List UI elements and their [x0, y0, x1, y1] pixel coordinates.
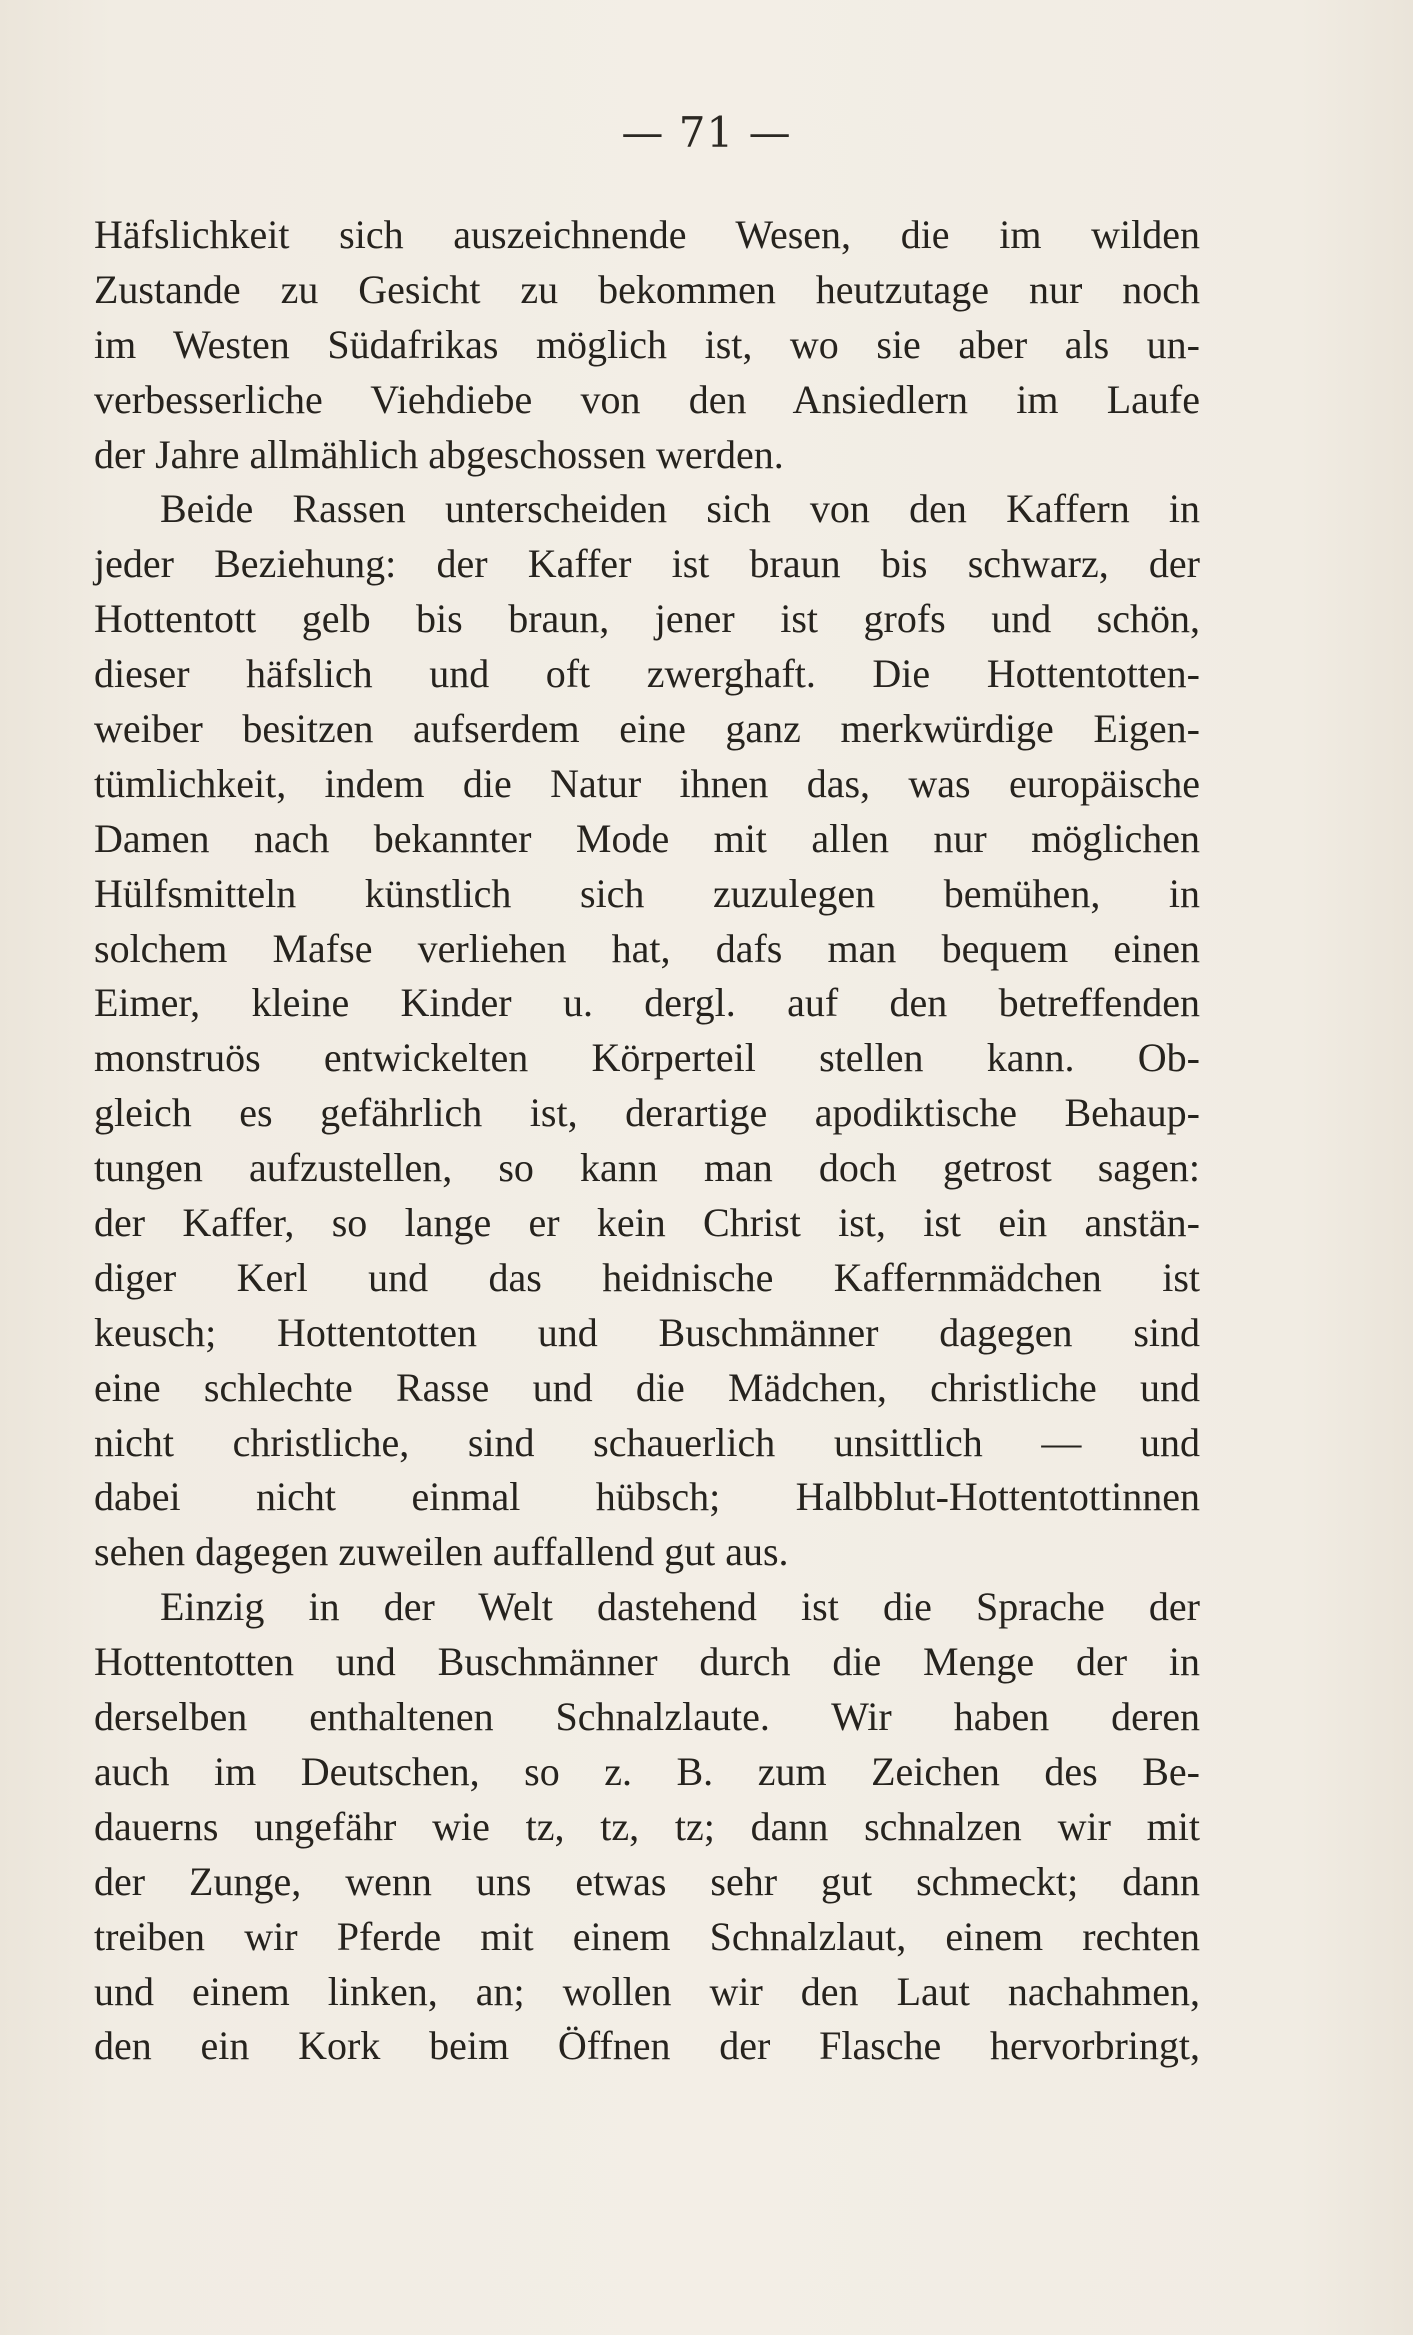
text-line: weiber besitzen aufserdem eine ganz merkwürdige Eigen- [94, 706, 1200, 752]
text-line: solchem Mafse verliehen hat, dafs man bequem einen [94, 925, 1200, 971]
text-line: Hottentott gelb bis braun, jener ist grofs und schön, [94, 596, 1200, 642]
text-line: den ein Kork beim Öffnen der Flasche hervorbringt, [94, 2023, 1200, 2069]
text-line: Hülfsmitteln künstlich sich zuzulegen bemühen, in [94, 870, 1200, 916]
text-line: Hottentotten und Buschmänner durch die Menge der in [94, 1639, 1200, 1685]
text-line: und einem linken, an; wollen wir den Laut nachahmen, [94, 1968, 1200, 2014]
text-line: der Jahre allmählich abgeschossen werden. [94, 431, 784, 477]
text-line: Zustande zu Gesicht zu bekommen heutzutage nur noch [94, 266, 1200, 312]
text-line: im Westen Südafrikas möglich ist, wo sie aber als un- [94, 321, 1200, 367]
text-line: treiben wir Pferde mit einem Schnalzlaut, einem rechten [94, 1913, 1200, 1959]
text-line: derselben enthaltenen Schnalzlaute. Wir haben deren [94, 1694, 1200, 1740]
text-line: dabei nicht einmal hübsch; Halbblut-Hottentottinnen [94, 1474, 1200, 1520]
text-line: dieser häfslich und oft zwerghaft. Die Hottentotten- [94, 651, 1200, 697]
text-line: eine schlechte Rasse und die Mädchen, christliche und [94, 1364, 1200, 1410]
text-line: diger Kerl und das heidnische Kaffernmädchen ist [94, 1254, 1200, 1300]
text-line: tümlichkeit, indem die Natur ihnen das, was europäische [94, 760, 1200, 806]
text-line: Beide Rassen unterscheiden sich von den Kaffern in [160, 486, 1200, 532]
text-line: verbesserliche Viehdiebe von den Ansiedlern im Laufe [94, 376, 1200, 422]
text-line: Eimer, kleine Kinder u. dergl. auf den betreffenden [94, 980, 1200, 1026]
text-line: sehen dagegen zuweilen auffallend gut aus. [94, 1529, 789, 1575]
text-line: jeder Beziehung: der Kaffer ist braun bis schwarz, der [94, 541, 1200, 587]
text-line: monstruös entwickelten Körperteil stellen kann. Ob- [94, 1035, 1200, 1081]
text-line: gleich es gefährlich ist, derartige apodiktische Behaup- [94, 1090, 1200, 1136]
text-line: Einzig in der Welt dastehend ist die Sprache der [160, 1584, 1200, 1630]
text-line: Damen nach bekannter Mode mit allen nur möglichen [94, 815, 1200, 861]
text-line: tungen aufzustellen, so kann man doch getrost sagen: [94, 1145, 1200, 1191]
text-line: auch im Deutschen, so z. B. zum Zeichen des Be- [94, 1748, 1200, 1794]
text-line: der Kaffer, so lange er kein Christ ist, ist ein anstän- [94, 1200, 1200, 1246]
body-text [94, 208, 1200, 2074]
text-line: dauerns ungefähr wie tz, tz, tz; dann schnalzen wir mit [94, 1803, 1200, 1849]
page-number: — 71 — [621, 108, 792, 157]
text-line: der Zunge, wenn uns etwas sehr gut schmeckt; dann [94, 1858, 1200, 1904]
text-line: keusch; Hottentotten und Buschmänner dagegen sind [94, 1309, 1200, 1355]
text-line: nicht christliche, sind schauerlich unsittlich — und [94, 1419, 1200, 1465]
text-line: Häfslichkeit sich auszeichnende Wesen, die im wilden [94, 212, 1200, 257]
